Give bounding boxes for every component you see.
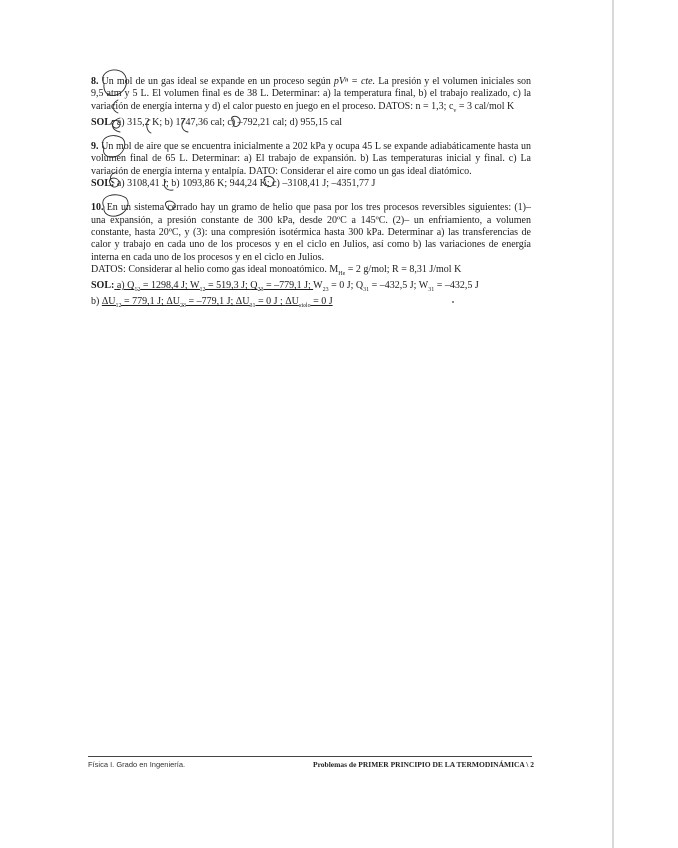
- problem-text: En un sistema cerrado hay un gramo de helio que pasa por los tres procesos reversibles siguientes: (1)– una expansión, a presión constante de 300 kPa, desde 20ºC a 145ºC. (2)– un enfriamiento, a volumen constante, hasta 20ºC, y (3): una compresión isotérmica hasta 300 kPa. Determinar a) las transferencias de calor y trabajo en cada uno de los procesos y en el ciclo en Julios, así como b) las variaciones de energía interna en cada uno de los procesos y en el ciclo en Julios.: [91, 202, 531, 263]
- solution-term: $W_{23} = 0$ J;: [313, 280, 356, 294]
- problem-10-data: [91, 264, 531, 280]
- data-text: DATOS: Considerar al helio como gas ideal monoatómico. M: [91, 263, 339, 275]
- solution-term: $\Delta U_{12} = 779,1$ J;: [101, 296, 167, 310]
- solution-term: $\Delta U_{23} = -779,1$ J;: [166, 296, 236, 310]
- solution-term: $W_{12} = 519,3$ J;: [189, 280, 251, 294]
- solution-term: $\Delta U_{ciclo} = 0$ J: [285, 296, 333, 310]
- formula: pVⁿ = cte.: [333, 76, 376, 87]
- solution-line: [91, 117, 531, 129]
- problem-8-statement: [91, 76, 531, 117]
- problem-10: [91, 202, 531, 312]
- problem-9: [91, 141, 531, 190]
- data-text: = 2 g/mol; R = 8,31 J/mol K: [345, 263, 462, 275]
- problem-number: 9.: [91, 141, 99, 153]
- solution-term: $W_{31} = -432,5$ J: [418, 280, 479, 294]
- problem-number: 10.: [91, 202, 104, 214]
- solution-label: SOL:: [91, 116, 115, 128]
- problem-text: La presión y el volumen iniciales son 9,5 atm y 5 L. El volumen final es de 38 L. Determinar: a) la temperatura final, b) el trabajo realizado, c) la variación de energía interna y d) el calor puesto en juego en el proceso. DATOS: n = 1,3; c: [91, 76, 531, 112]
- problem-number: 8.: [91, 76, 99, 87]
- solution-line-a: [91, 280, 531, 296]
- solution-term: $\Delta U_{31} = 0$ J ;: [235, 296, 286, 310]
- problem-text: Un mol de un gas ideal se expande en un proceso según: [98, 76, 334, 87]
- page-edge: [612, 0, 614, 848]
- solution-label: SOL:: [91, 280, 115, 292]
- solution-label: SOL:: [91, 178, 115, 190]
- solution-line-b: [91, 296, 531, 312]
- solution-term: a) $Q_{12} = 1298,4$ J;: [116, 280, 190, 294]
- footer-rule: [88, 756, 532, 757]
- solution-term: $Q_{23} = -779,1$ J;: [250, 280, 314, 294]
- document-body: [91, 76, 531, 325]
- solution-text: a) 3108,41 J; b) 1093,86 K; 944,24 K; c) –3108,41 J; –4351,77 J: [114, 178, 376, 190]
- footer-title: Problemas de PRIMER PRINCIPIO DE LA TERMODINÁMICA \ 2: [313, 760, 534, 769]
- problem-text: = 3 cal/mol K: [456, 100, 515, 112]
- subscript: v: [453, 107, 457, 114]
- problem-8: [91, 76, 531, 129]
- solution-term: $Q_{31} = -432,5$ J;: [355, 280, 419, 294]
- problem-9-statement: [91, 141, 531, 178]
- solution-line: [91, 178, 531, 190]
- problem-10-statement: [91, 202, 531, 263]
- solution-text: a) 315,2 K; b) 1747,36 cal; c) –792,21 cal; d) 955,15 cal: [114, 116, 343, 128]
- footer-course: Física I. Grado en Ingeniería.: [88, 760, 186, 769]
- stray-mark: [452, 301, 454, 303]
- solution-prefix: b): [91, 296, 102, 308]
- problem-text: Un mol de aire que se encuentra inicialmente a 202 kPa y ocupa 45 L se expande adiabáticamente hasta un volumen final de 65 L. Determinar: a) El trabajo de expansión. b) Las temperaturas inicial y final. c) La variación de energía interna y entalpía. DATO: Considerar el aire como un gas ideal diatómico.: [91, 141, 531, 177]
- subscript: He: [338, 270, 346, 277]
